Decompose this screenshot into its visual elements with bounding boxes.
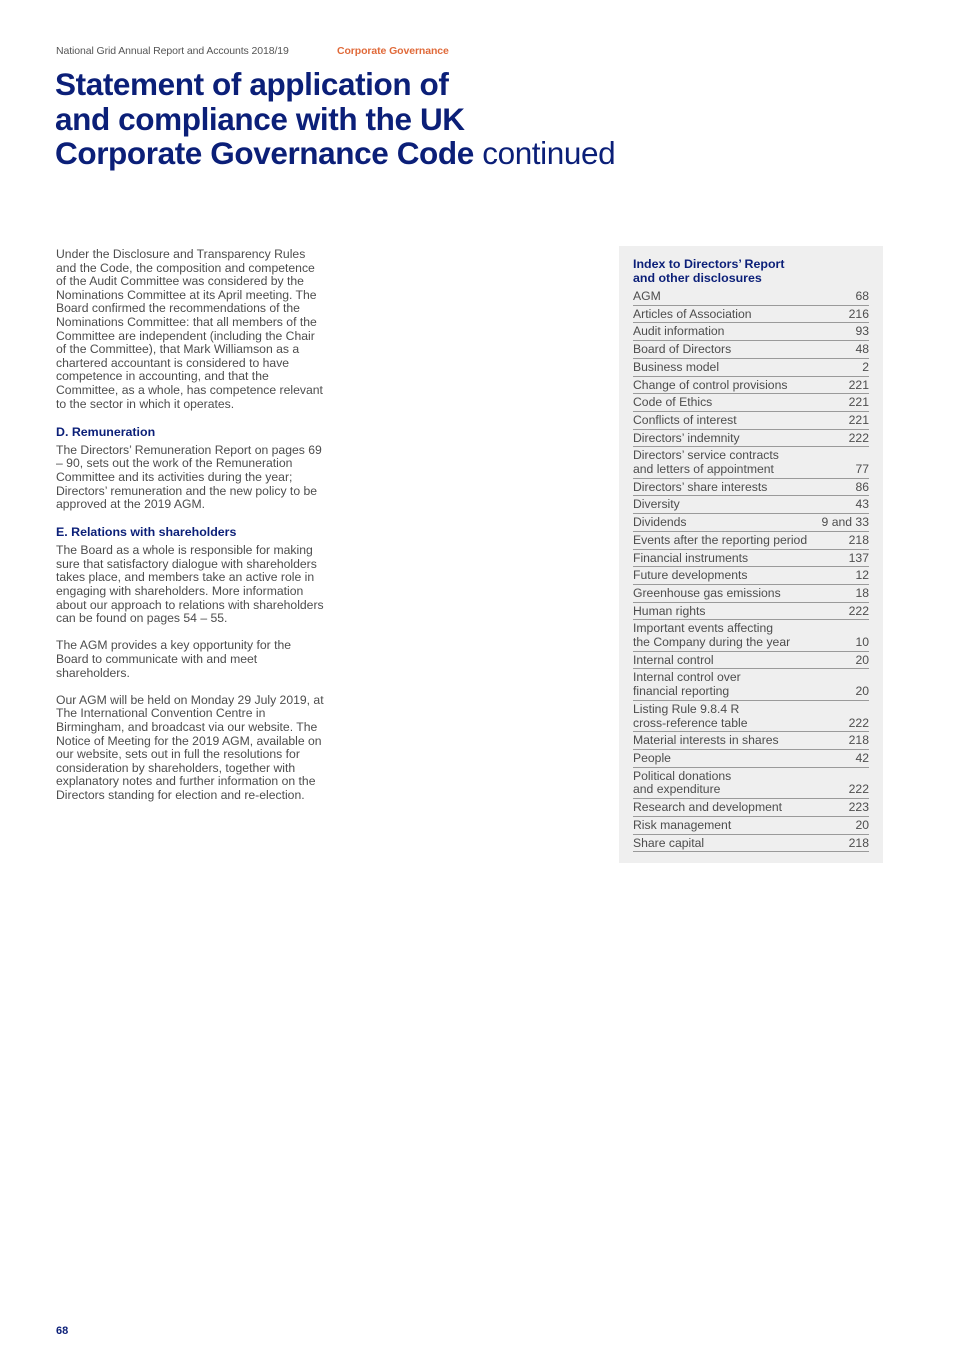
index-row-label: Articles of Association <box>633 306 752 321</box>
index-row-label: People <box>633 750 671 765</box>
index-row-page: 137 <box>848 550 869 565</box>
index-row-label: Share capital <box>633 835 705 850</box>
index-row-label: Board of Directors <box>633 342 732 357</box>
index-row-page: 20 <box>855 652 869 667</box>
index-row-label: Political donations and expenditure <box>633 768 732 797</box>
index-row-label: Listing Rule 9.8.4 R cross-reference table <box>633 701 748 730</box>
index-row-label: Financial instruments <box>633 550 749 565</box>
index-row <box>633 514 869 532</box>
index-row <box>633 750 869 768</box>
index-row-label: Dividends <box>633 515 687 530</box>
index-row-page: 222 <box>848 715 869 730</box>
directors-report-index <box>619 246 883 863</box>
index-row-label: Important events affecting the Company during the year <box>633 621 791 650</box>
index-row-page: 77 <box>855 462 869 477</box>
index-row <box>633 768 869 799</box>
index-row-page: 42 <box>855 750 869 765</box>
index-row-page: 223 <box>848 800 869 815</box>
page-number: 68 <box>56 1325 69 1337</box>
index-title <box>633 257 869 285</box>
index-row <box>633 567 869 585</box>
index-row <box>633 585 869 603</box>
index-row-page: 222 <box>848 430 869 445</box>
index-row <box>633 323 869 341</box>
index-row <box>633 306 869 324</box>
index-row <box>633 620 869 651</box>
shareholder-relations-paragraph: The Board as a whole is responsible for making sure that satisfactory dialogue with shareholders takes place, and members take an active role in engaging with shareholders. More information about our approach to relations with shareholders can be found on pages 54 – 55. <box>56 543 324 626</box>
index-title-line-1: Index to Directors’ Report <box>633 257 785 271</box>
index-row-label: Human rights <box>633 603 706 618</box>
page-title <box>55 67 615 171</box>
index-row-label: Business model <box>633 359 720 374</box>
index-row-label: Directors’ indemnity <box>633 430 740 445</box>
index-row-page: 221 <box>848 412 869 427</box>
title-continued: continued <box>482 135 616 171</box>
intro-paragraph: Under the Disclosure and Transparency Rules and the Code, the composition and competence of the Audit Committee was considered by the Nominations Committee at its April meeting. The Board confirmed the recommendations of the Nominations Committee: that all members of the Committee are independent (including the Chair of the Committee), that Mark Williamson as a chartered accountant is considered to have competence in accounting, and that the Committee, as a whole, has competence relevant to the sector in which it operates. <box>56 247 323 411</box>
index-row <box>633 701 869 732</box>
index-row-page: 20 <box>855 684 869 699</box>
remuneration-paragraph: The Directors’ Remuneration Report on pages 69 – 90, sets out the work of the Remuneration Committee and its activities during the year; Directors’ remuneration and the new policy to be approved at the 2019 AGM. <box>56 442 322 512</box>
index-row <box>633 377 869 395</box>
running-header <box>56 45 449 57</box>
index-row <box>633 732 869 750</box>
index-row <box>633 479 869 497</box>
index-list <box>633 288 869 852</box>
title-line-1: Statement of application of <box>55 66 449 102</box>
title-line-3: Corporate Governance Code <box>55 135 474 171</box>
index-row <box>633 799 869 817</box>
index-row-label: Internal control <box>633 652 714 667</box>
index-row-page: 43 <box>855 497 869 512</box>
index-row-page: 93 <box>855 324 869 339</box>
body-column <box>56 248 324 816</box>
index-row <box>633 394 869 412</box>
agm-opportunity-paragraph: The AGM provides a key opportunity for the Board to communicate with and meet shareholders. <box>56 638 292 680</box>
index-row-page: 221 <box>848 377 869 392</box>
index-row-page: 18 <box>855 585 869 600</box>
index-row <box>633 550 869 568</box>
index-row <box>633 496 869 514</box>
section-label: Corporate Governance <box>337 45 449 57</box>
index-row <box>633 447 869 478</box>
index-row-page: 221 <box>848 395 869 410</box>
index-row <box>633 412 869 430</box>
index-title-line-2: and other disclosures <box>633 271 762 285</box>
section-heading-shareholder-relations: E. Relations with shareholders <box>56 525 237 540</box>
index-row-label: AGM <box>633 289 661 303</box>
index-row <box>633 532 869 550</box>
index-row-page: 218 <box>848 835 869 850</box>
title-line-2: and compliance with the UK <box>55 100 465 137</box>
index-row-page: 216 <box>848 306 869 321</box>
index-row-label: Future developments <box>633 568 748 583</box>
index-row-label: Internal control over financial reporting <box>633 670 741 699</box>
index-row <box>633 817 869 835</box>
index-row-label: Conflicts of interest <box>633 412 737 427</box>
section-heading-remuneration: D. Remuneration <box>56 424 156 439</box>
index-row-label: Directors’ service contracts and letters of appointment <box>633 448 779 477</box>
index-row <box>633 669 869 700</box>
index-row-label: Directors’ share interests <box>633 479 768 494</box>
index-row-page: 68 <box>855 289 869 303</box>
index-row <box>633 603 869 621</box>
index-row-page: 218 <box>848 532 869 547</box>
index-row-page: 20 <box>855 817 869 832</box>
index-row-label: Code of Ethics <box>633 395 713 410</box>
index-row-page: 218 <box>848 733 869 748</box>
index-row-page: 222 <box>848 603 869 618</box>
index-row <box>633 359 869 377</box>
index-row <box>633 835 869 853</box>
index-row-page: 9 and 33 <box>821 515 869 530</box>
index-row-label: Material interests in shares <box>633 733 779 748</box>
agm-details-paragraph: Our AGM will be held on Monday 29 July 2019, at The International Convention Centre in Birmingham, and broadcast via our website. The Notice of Meeting for the 2019 AGM, available on our website, sets out in full the resolutions for consideration by shareholders, together with explanatory notes and further information on the Directors standing for election and re-election. <box>56 692 324 802</box>
index-row-label: Audit information <box>633 324 725 339</box>
index-row-label: Risk management <box>633 817 732 832</box>
publication-title: National Grid Annual Report and Accounts 2018/19 <box>56 45 289 57</box>
index-row-page: 86 <box>855 479 869 494</box>
index-row-label: Diversity <box>633 497 680 512</box>
index-row-page: 12 <box>855 568 869 583</box>
index-row <box>633 288 869 306</box>
index-row <box>633 341 869 359</box>
index-row <box>633 652 869 670</box>
index-row-label: Events after the reporting period <box>633 532 808 547</box>
index-row-page: 222 <box>848 782 869 797</box>
index-row-page: 10 <box>855 635 869 650</box>
index-row-label: Greenhouse gas emissions <box>633 585 781 600</box>
index-row-label: Research and development <box>633 800 783 815</box>
index-row-label: Change of control provisions <box>633 377 788 392</box>
index-row-page: 48 <box>855 342 869 357</box>
index-row-page: 2 <box>862 359 869 374</box>
index-row <box>633 430 869 448</box>
